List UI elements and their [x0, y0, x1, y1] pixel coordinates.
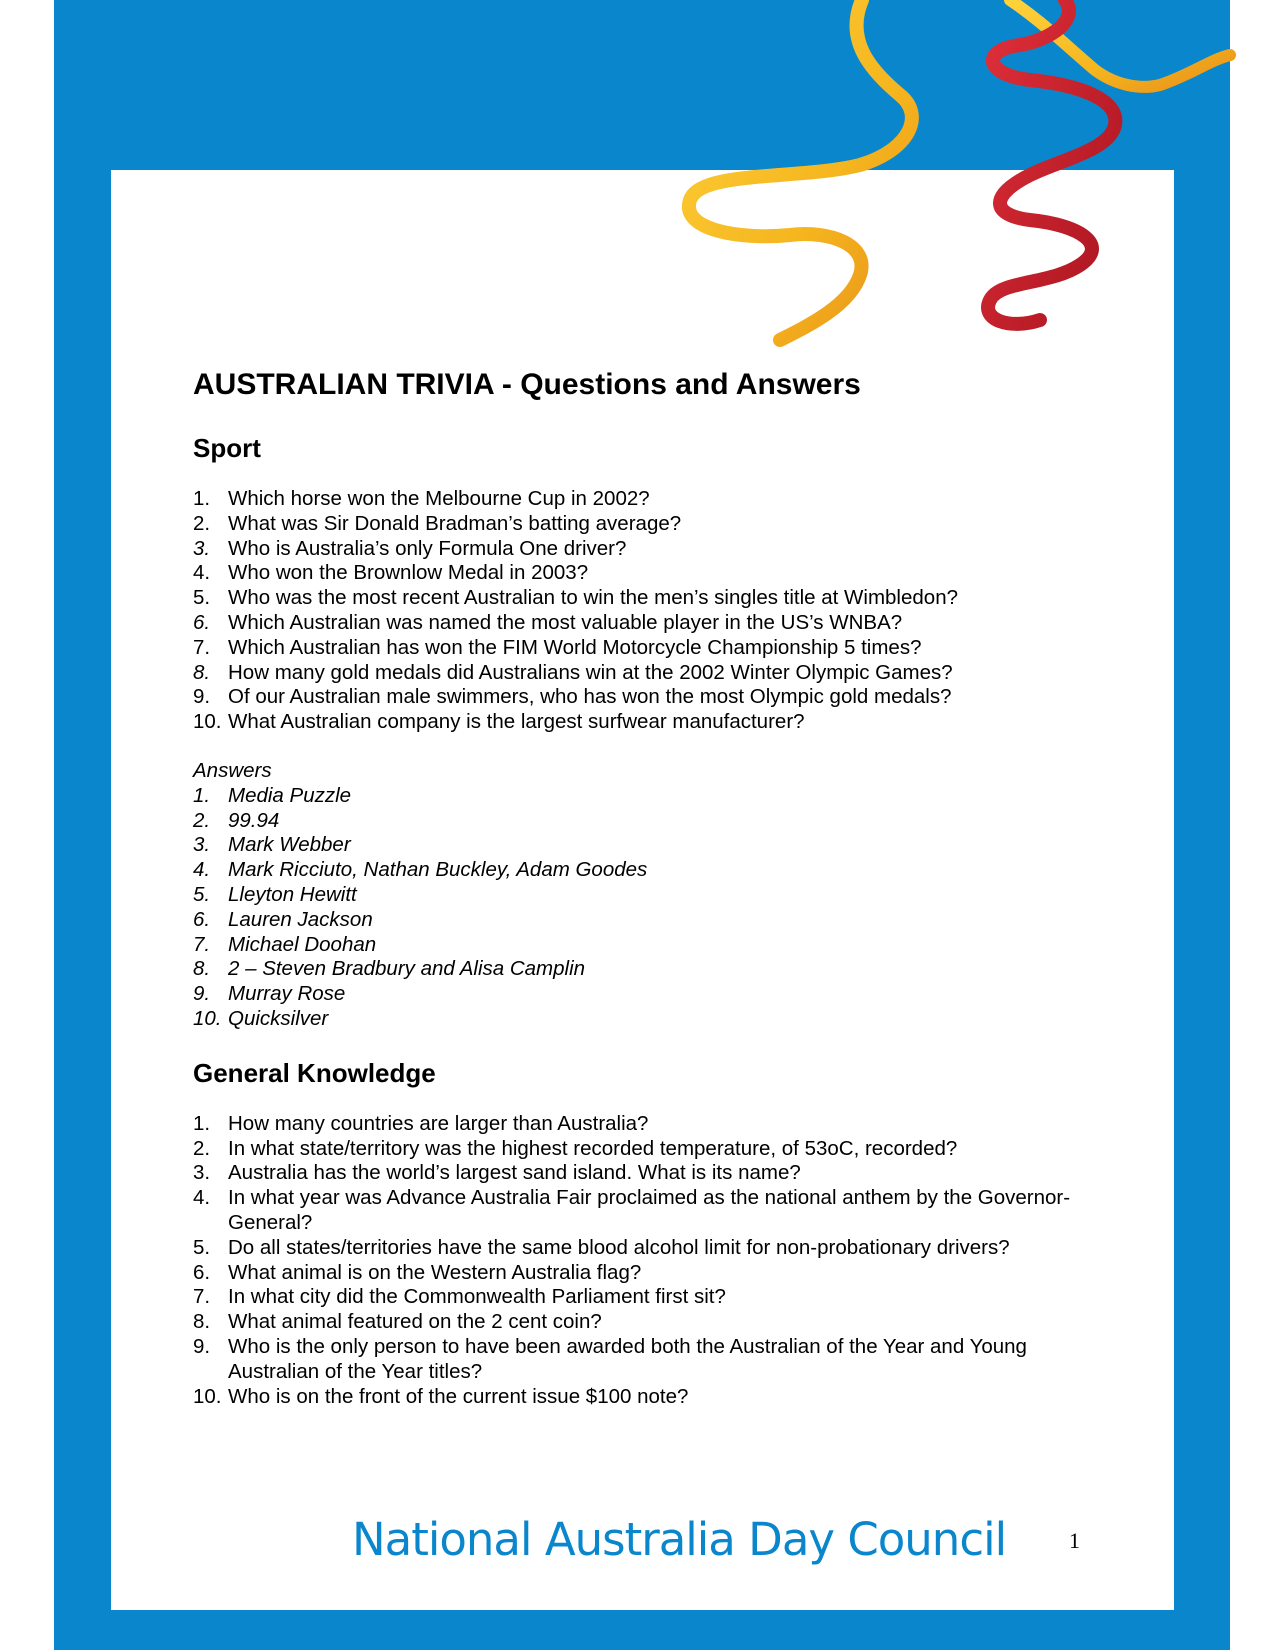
list-item: 2. 99.94 — [193, 808, 280, 832]
list-item: 3. Australia has the world’s largest sand island. What is its name? — [193, 1161, 801, 1185]
trivia-content — [193, 365, 1093, 1409]
list-item: 3. Who is Australia’s only Formula One driver? — [193, 536, 627, 560]
answers-label: Answers — [193, 758, 272, 782]
page-number: 1 — [1069, 1528, 1080, 1553]
list-item: 1. Which horse won the Melbourne Cup in 2002? — [193, 487, 650, 510]
list-item: 7. Michael Doohan — [193, 932, 377, 956]
list-item: 5. Do all states/territories have the same blood alcohol limit for non-probationary drivers? — [193, 1235, 1010, 1259]
list-item: 1. Media Puzzle — [193, 783, 352, 807]
list-item: 10. Quicksilver — [193, 1006, 329, 1030]
list-item: 9. Who is the only person to have been awarded both the Australian of the Year and Young Australian of the Year titles? — [193, 1334, 1027, 1383]
list-item: 1. How many countries are larger than Australia? — [193, 1111, 649, 1135]
organization-logo: National Australia Day Council — [352, 1513, 1007, 1566]
list-item: 4. Mark Ricciuto, Nathan Buckley, Adam Goodes — [193, 858, 648, 882]
list-item: 6. Lauren Jackson — [193, 907, 373, 931]
list-item: 6. Which Australian was named the most valuable player in the US’s WNBA? — [193, 610, 903, 634]
page-title: AUSTRALIAN TRIVIA - Questions and Answers — [193, 368, 861, 401]
list-item: 5. Lleyton Hewitt — [193, 882, 357, 906]
list-item: 7. Which Australian has won the FIM World Motorcycle Championship 5 times? — [193, 635, 922, 659]
sport-questions-list — [193, 487, 1093, 735]
general-knowledge-questions-list — [193, 1112, 1093, 1410]
list-item: 8. How many gold medals did Australians win at the 2002 Winter Olympic Games? — [193, 660, 953, 684]
sport-answers-list — [193, 784, 1093, 1032]
list-item: 2. What was Sir Donald Bradman’s batting average? — [193, 511, 682, 535]
list-item: 4. Who won the Brownlow Medal in 2003? — [193, 561, 589, 585]
list-item: 3. Mark Webber — [193, 833, 351, 857]
list-item: 9. Murray Rose — [193, 982, 346, 1006]
list-item: 9. Of our Australian male swimmers, who has won the most Olympic gold medals? — [193, 685, 952, 709]
list-item: 10. What Australian company is the largest surfwear manufacturer? — [193, 710, 805, 734]
list-item: 5. Who was the most recent Australian to win the men’s singles title at Wimbledon? — [193, 586, 958, 610]
list-item: 6. What animal is on the Western Australia flag? — [193, 1260, 642, 1284]
list-item: 4. In what year was Advance Australia Fair proclaimed as the national anthem by the Governor-General? — [193, 1186, 1071, 1234]
section-heading-general-knowledge: General Knowledge — [193, 1057, 436, 1088]
list-item: 2. In what state/territory was the highest recorded temperature, of 53oC, recorded? — [193, 1136, 958, 1160]
list-item: 8. What animal featured on the 2 cent coin? — [193, 1310, 602, 1334]
list-item: 8. 2 – Steven Bradbury and Alisa Camplin — [193, 957, 586, 981]
list-item: 10. Who is on the front of the current issue $100 note? — [193, 1384, 689, 1408]
list-item: 7. In what city did the Commonwealth Parliament first sit? — [193, 1285, 726, 1309]
section-heading-sport: Sport — [193, 433, 261, 463]
